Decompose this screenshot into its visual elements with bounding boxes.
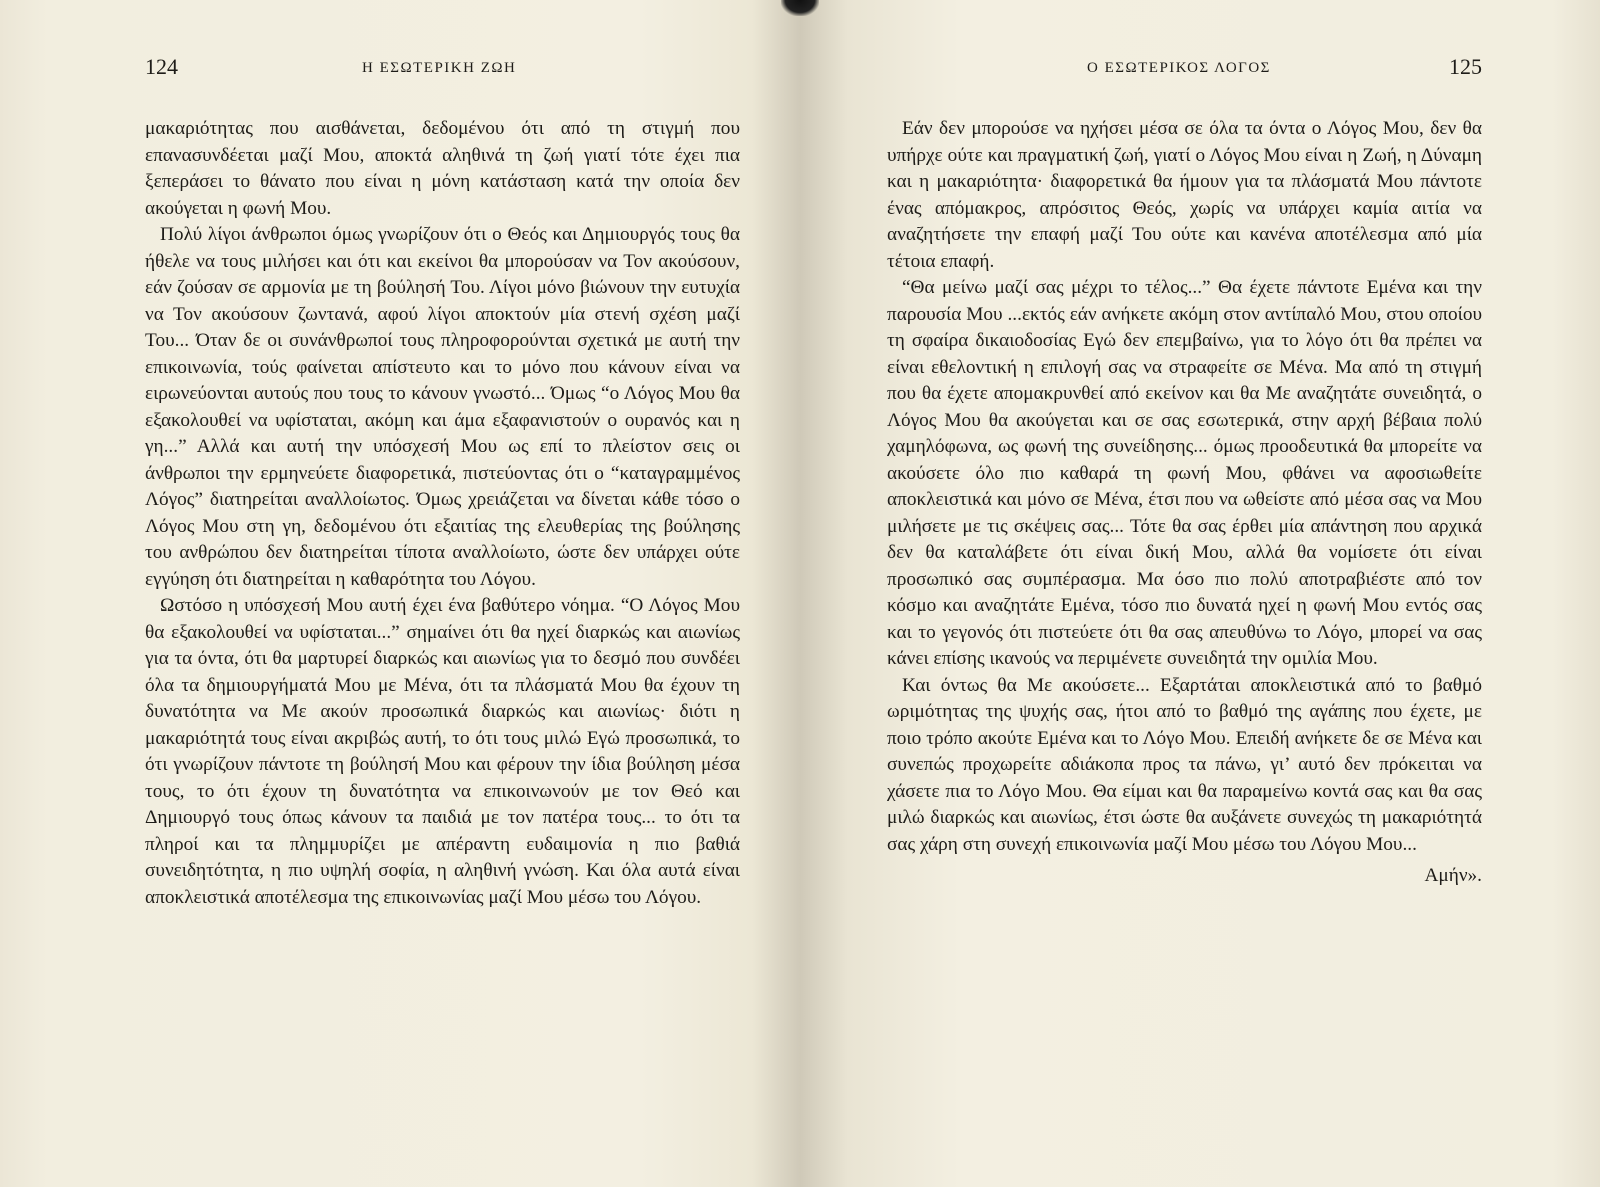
left-page: [145, 0, 740, 1187]
closing-amen: Αμήν».: [1424, 865, 1482, 886]
right-running-head: [887, 54, 1482, 88]
left-paragraph-1: μακαριότητας που αισθάνεται, δεδομένου ότι από τη στιγμή που επανασυνδέεται μαζί Μου, αποκτά αληθινά τη ζωή γιατί τότε έχει πια ξεπεράσει το θάνατο που είναι η μόνη κατάσταση κατά την οποία δεν ακούγεται η φωνή Μου.: [145, 118, 740, 219]
right-page-text: [887, 116, 1482, 890]
right-page-number: 125: [1449, 54, 1482, 79]
right-running-title: Ο ΕΣΩΤΕΡΙΚΟΣ ΛΟΓΟΣ: [1087, 60, 1271, 76]
left-page-text: [145, 116, 740, 911]
right-paragraph-1: Εάν δεν μπορούσε να ηχήσει μέσα σε όλα τα όντα ο Λόγος Μου, δεν θα υπήρχε ούτε και πραγματική ζωή, γιατί ο Λόγος Μου είναι η Ζωή, η Δύναμη και η μακαριότητα· διαφορετικά θα ήμουν για τα πλάσματά Μου πάντοτε ένας απόμακρος, απρόσιτος Θεός, χωρίς να υπάρχει καμία αιτία να αναζητήσετε την επαφή μαζί Του ούτε και κανένα αποτέλεσμα από μία τέτοια επαφή.: [887, 118, 1482, 272]
left-paragraph-2: Πολύ λίγοι άνθρωποι όμως γνωρίζουν ότι ο Θεός και Δημιουργός τους θα ήθελε να τους μιλήσει και ότι και εκείνοι θα μπορούσαν να Τον ακούσουν, εάν ζούσαν σε αρμονία με τη βούλησή Του. Λίγοι μόνο βιώνουν την ευτυχία να Τον ακούσουν ζωντανά, αφού λίγοι αποκτούν μία στενή σχέση μαζί Του... Όταν δε οι συνάνθρωποί τους πληροφορούνται σχετικά με αυτή την επικοινωνία, τούς φαίνεται απίστευτο και το μόνο που κάνουν είναι να ειρωνεύονται αυτούς που τους το κάνουν γνωστό... Όμως “ο Λόγος Μου θα εξακολουθεί να υφίσταται, ακόμη και άμα εξαφανιστούν ο ουρανός και η γη...” Αλλά και αυτή την υπόσχεσή Μου ως επί το πλείστον σεις οι άνθρωποι την ερμηνεύετε διαφορετικά, πιστεύοντας ότι ο “καταγραμμένος Λόγος” διατηρείται αναλλοίωτος. Όμως χρειάζεται να δίνεται κάθε τόσο ο Λόγος Μου στη γη, δεδομένου ότι εξαιτίας της ελευθερίας της βούλησης του ανθρώπου δεν διατηρείται τίποτα αναλλοίωτο, ώστε δεν υπάρχει ούτε εγγύηση ότι διατηρείται η καθαρότητα του Λόγου.: [145, 224, 740, 590]
left-running-head: [145, 54, 740, 88]
right-paragraph-2: “Θα μείνω μαζί σας μέχρι το τέλος...” Θα έχετε πάντοτε Εμένα και την παρουσία Μου ...εκτός εάν ανήκετε ακόμη στον αντίπαλό Μου, στου οποίου τη σφαίρα δικαιοδοσίας Εγώ δεν επεμβαίνω, για το λόγο ότι θα πρέπει να είναι εθελοντική η επιλογή σας να στραφείτε σε Μένα. Μα από τη στιγμή που θα έχετε απομακρυνθεί από εκείνον και θα Με αναζητάτε συνειδητά, ο Λόγος Μου θα ακούγεται και σε σας εσωτερικά, στην αρχή βέβαια πολύ χαμηλόφωνα, ως φωνή της συνείδησης... όμως προοδευτικά θα μπορείτε να ακούσετε όλο πιο καθαρά τη φωνή Μου, φθάνει να αφοσιωθείτε αποκλειστικά και μόνο σε Μένα, έτσι που να ωθείστε από μέσα σας να Μου μιλήσετε με τις σκέψεις σας... Τότε θα σας έρθει μία απάντηση που αρχικά δεν θα καταλάβετε ότι είναι δική Μου, αλλά θα νομίσετε ότι είναι προσωπικό σας συμπέρασμα. Μα όσο πιο πολύ αποτραβιέστε από τον κόσμο και αναζητάτε Εμένα, τόσο πιο δυνατά ηχεί η φωνή Μου εντός σας και το γεγονός ότι πιστεύετε ότι θα σας απευθύνω το Λόγο, μπορεί να σας κάνει επίσης ικανούς να περιμένετε συνειδητά την ομιλία Μου.: [887, 277, 1482, 669]
left-running-title: Η ΕΣΩΤΕΡΙΚΗ ΖΩΗ: [362, 60, 517, 76]
right-paragraph-3: Και όντως θα Με ακούσετε... Εξαρτάται αποκλειστικά από το βαθμό ωριμότητας της ψυχής σας, ήτοι από το βαθμό της αγάπης που έχετε, με ποιο τρόπο ακούτε Εμένα και το Λόγο Μου. Επειδή ανήκετε δε σε Μένα και συνεπώς προχωρείτε αδιάκοπα προς τα πάνω, γι’ αυτό δεν πρόκειται να χάσετε πια το Λόγο Μου. Θα είμαι και θα παραμείνω κοντά σας και θα σας μιλώ διαρκώς και αιωνίως, έτσι ώστε θα αυξάνετε συνεχώς τη μακαριότητά σας χάρη στη συνεχή επικοινωνία μαζί Μου μέσω του Λόγου Μου...: [887, 674, 1482, 855]
right-page: [887, 0, 1482, 1187]
left-page-number: 124: [145, 54, 178, 79]
left-paragraph-3: Ωστόσο η υπόσχεσή Μου αυτή έχει ένα βαθύτερο νόημα. “Ο Λόγος Μου θα εξακολουθεί να υφίσταται...” σημαίνει ότι θα ηχεί διαρκώς και αιωνίως για τα όντα, ότι θα μαρτυρεί διαρκώς και αιωνίως για το δεσμό που συνδέει όλα τα δημιουργήματά Μου με Μένα, ότι τα πλάσματά Μου θα έχουν τη δυνατότητα να Με ακούν προσωπικά διαρκώς και αιωνίως· διότι η μακαριότητά τους είναι ακριβώς αυτή, το ότι τους μιλώ Εγώ προσωπικά, το ότι γνωρίζουν πάντοτε τη βούλησή Μου και φέρουν την ίδια βούληση μέσα τους, το ότι έχουν τη δυνατότητα να επικοινωνούν με τον Θεό και Δημιουργό τους όπως κάνουν τα παιδιά με τον πατέρα τους... το ότι τα πληροί και τα πλημμυρίζει με απέραντη ευδαιμονία η πιο βαθιά συνειδητότητα, η πιο υψηλή σοφία, η αληθινή γνώση. Και όλα αυτά είναι αποκλειστικά αποτέλεσμα της επικοινωνίας μαζί Μου μέσω του Λόγου.: [145, 595, 740, 908]
binding-shadow: [781, 0, 819, 16]
